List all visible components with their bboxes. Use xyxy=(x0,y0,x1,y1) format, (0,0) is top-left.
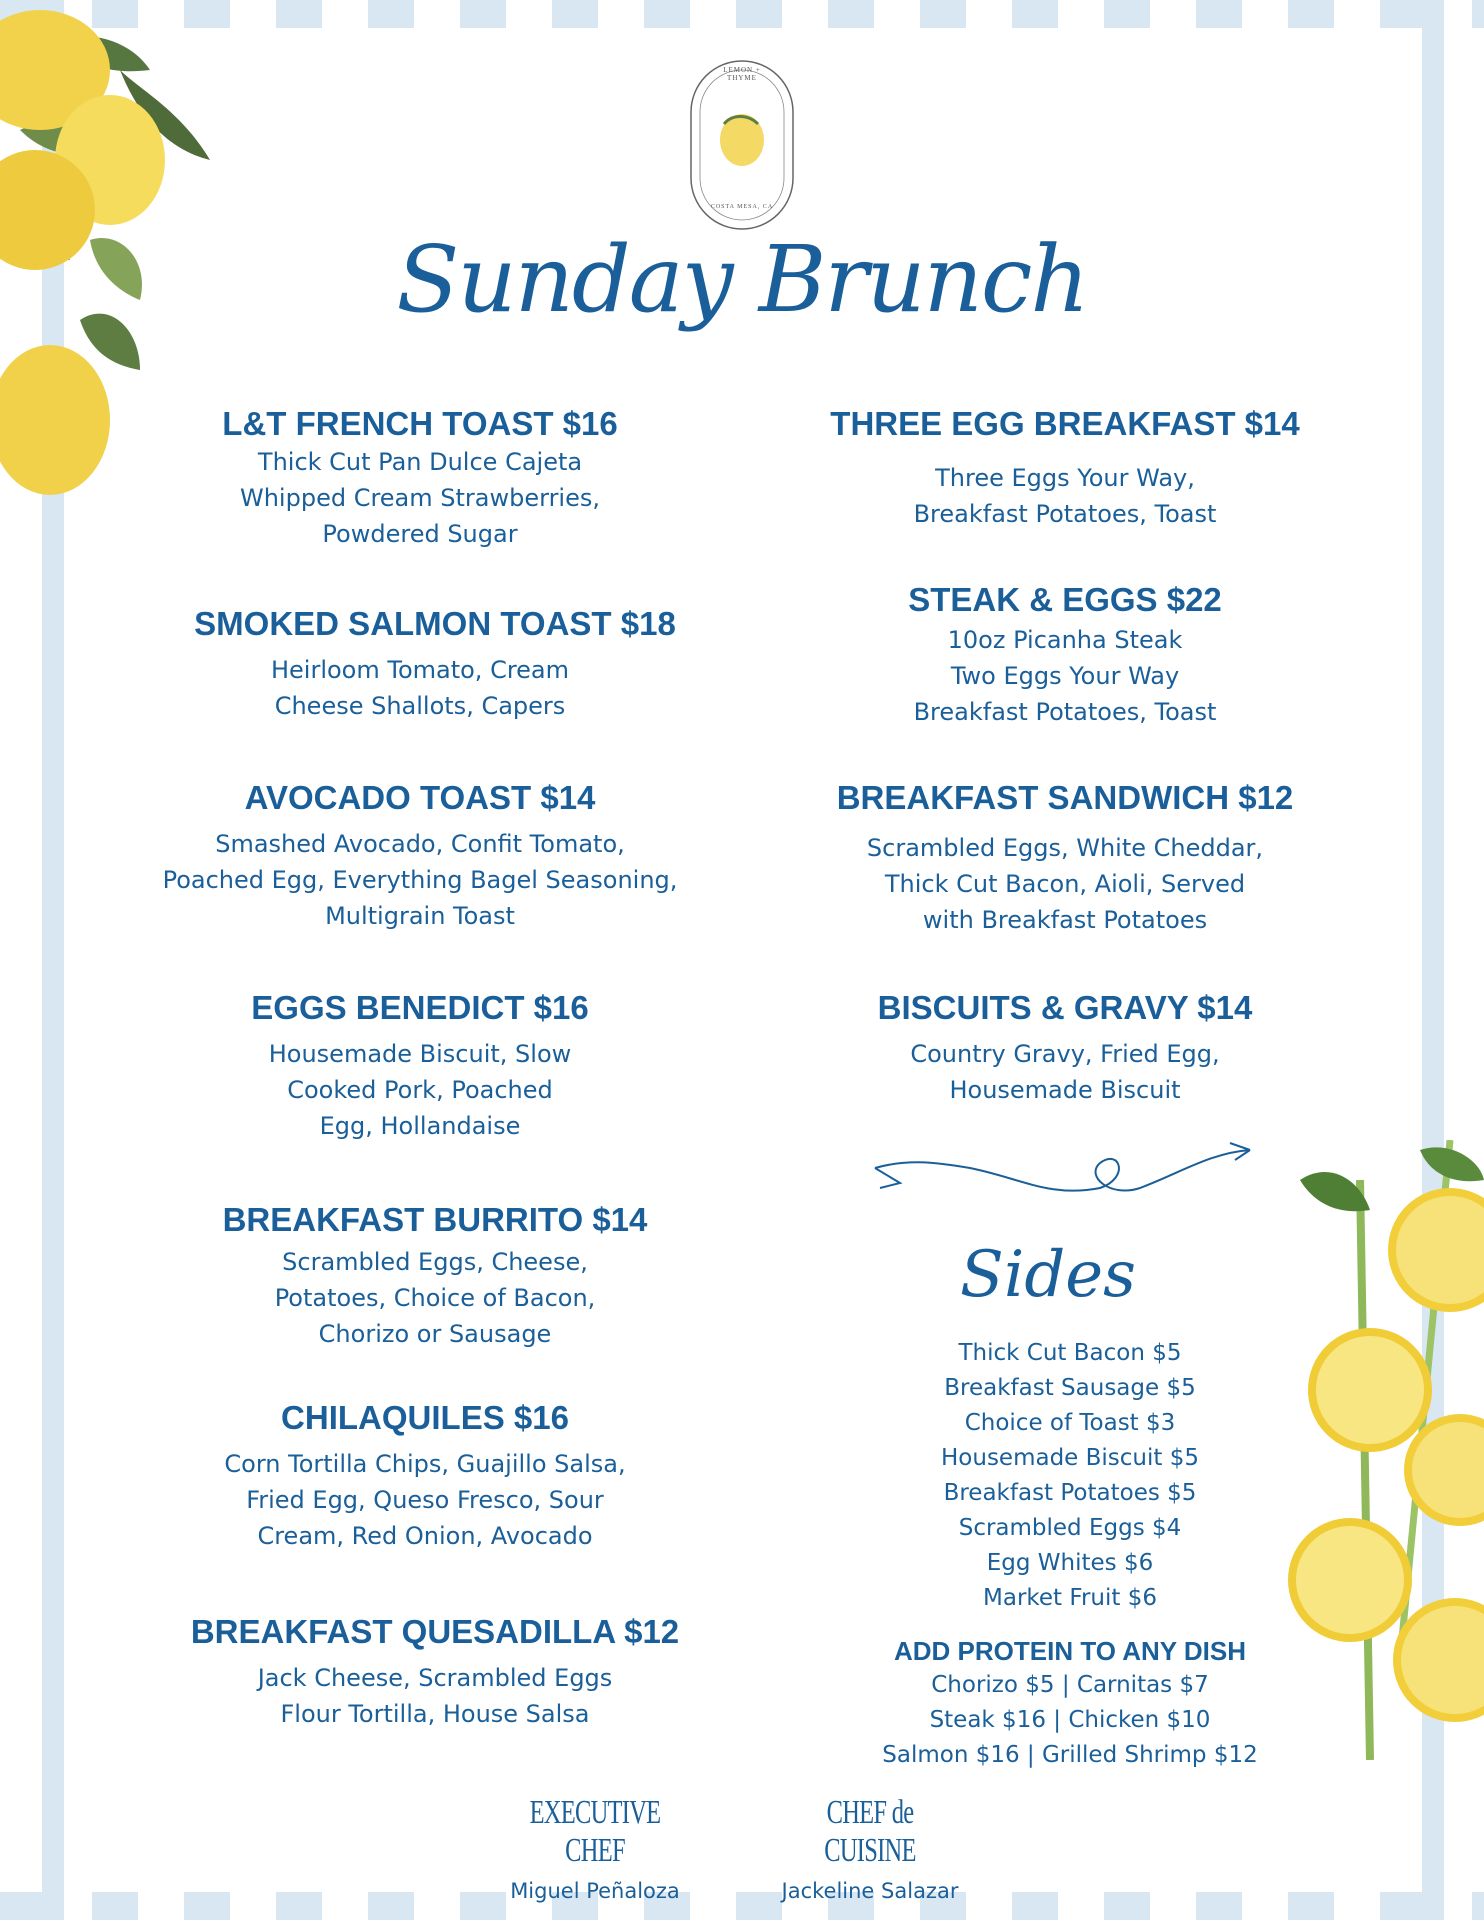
chef-role: EXECUTIVE CHEF xyxy=(529,1794,661,1869)
side-item: Thick Cut Bacon $5 xyxy=(958,1340,1182,1366)
add-protein-line: Steak $16 | Chicken $10 xyxy=(929,1707,1211,1733)
menu-item-description-line: Chorizo or Sausage xyxy=(318,1320,552,1348)
menu-item-description-line: Corn Tortilla Chips, Guajillo Salsa, xyxy=(224,1450,626,1478)
menu-item-description-line: 10oz Picanha Steak xyxy=(947,626,1183,654)
menu-item-description-line: Scrambled Eggs, Cheese, xyxy=(282,1248,588,1276)
menu-item-name: SMOKED SALMON TOAST $18 xyxy=(194,605,676,642)
menu-item-name: L&T FRENCH TOAST $16 xyxy=(222,405,618,442)
menu-title: Sunday Brunch xyxy=(396,226,1088,333)
menu-item xyxy=(800,580,1330,730)
menu-item-name: CHILAQUILES $16 xyxy=(281,1399,569,1436)
side-item: Breakfast Potatoes $5 xyxy=(943,1480,1197,1506)
menu-item-description-line: Potatoes, Choice of Bacon, xyxy=(274,1284,596,1312)
sides-list xyxy=(850,1336,1290,1616)
menu-item-description-line: with Breakfast Potatoes xyxy=(922,906,1208,934)
menu-item-name: BREAKFAST SANDWICH $12 xyxy=(836,779,1294,816)
bottom-stripe-border xyxy=(0,1892,1484,1920)
side-item: Scrambled Eggs $4 xyxy=(958,1515,1182,1541)
menu-item xyxy=(150,604,690,724)
menu-item-description-line: Poached Egg, Everything Bagel Seasoning, xyxy=(162,866,678,894)
menu-item-description-line: Housemade Biscuit, Slow xyxy=(268,1040,572,1068)
menu-item-description-line: Thick Cut Bacon, Aioli, Served xyxy=(884,870,1246,898)
menu-item xyxy=(150,778,690,934)
menu-item-name: BREAKFAST QUESADILLA $12 xyxy=(190,1613,680,1650)
menu-item-description-line: Whipped Cream Strawberries, xyxy=(239,484,600,512)
side-item: Egg Whites $6 xyxy=(986,1550,1154,1576)
menu-item xyxy=(800,778,1330,938)
menu-item-name: BISCUITS & GRAVY $14 xyxy=(877,989,1253,1026)
logo-text-top: LEMON + THYME xyxy=(723,66,761,82)
menu-item-description-line: Breakfast Potatoes, Toast xyxy=(913,698,1217,726)
side-item: Choice of Toast $3 xyxy=(964,1410,1176,1436)
add-protein-section xyxy=(850,1634,1290,1773)
menu-item-name: EGGS BENEDICT $16 xyxy=(251,989,589,1026)
chef-role: CHEF de CUISINE xyxy=(824,1794,916,1869)
menu-item-description-line: Fried Egg, Queso Fresco, Sour xyxy=(246,1486,604,1514)
menu-item xyxy=(150,988,690,1144)
top-stripe-border xyxy=(0,0,1484,28)
ribbon-divider-ornament xyxy=(870,1138,1260,1218)
add-protein-line: Salmon $16 | Grilled Shrimp $12 xyxy=(882,1742,1258,1768)
menu-item-description-line: Cream, Red Onion, Avocado xyxy=(257,1522,593,1550)
menu-item-description-line: Smashed Avocado, Confit Tomato, xyxy=(215,830,625,858)
sides-heading: Sides xyxy=(960,1238,1136,1312)
menu-item-description-line: Cheese Shallots, Capers xyxy=(274,692,566,720)
lemon-slices-bottom-right-illustration xyxy=(1280,1140,1484,1760)
menu-item-description-line: Powdered Sugar xyxy=(322,520,518,548)
side-item: Breakfast Sausage $5 xyxy=(944,1375,1196,1401)
menu-item-description-line: Housemade Biscuit xyxy=(949,1076,1181,1104)
chef-name: Miguel Peñaloza xyxy=(510,1879,680,1903)
menu-item xyxy=(150,1200,690,1352)
menu-item xyxy=(800,404,1330,532)
menu-item-description-line: Flour Tortilla, House Salsa xyxy=(280,1700,590,1728)
menu-item-description-line: Thick Cut Pan Dulce Cajeta xyxy=(257,448,583,476)
menu-item xyxy=(150,1612,690,1732)
menu-item-description-line: Heirloom Tomato, Cream xyxy=(270,656,570,684)
menu-item-description-line: Country Gravy, Fried Egg, xyxy=(910,1040,1220,1068)
menu-item-description-line: Multigrain Toast xyxy=(325,902,515,930)
menu-item-description-line: Three Eggs Your Way, xyxy=(935,464,1195,492)
chef-name: Jackeline Salazar xyxy=(781,1879,959,1903)
menu-item-description-line: Cooked Pork, Poached xyxy=(287,1076,553,1104)
menu-item-description-line: Jack Cheese, Scrambled Eggs xyxy=(257,1664,613,1692)
side-item: Market Fruit $6 xyxy=(983,1585,1157,1611)
menu-item-name: STEAK & EGGS $22 xyxy=(908,581,1222,618)
menu-item-description-line: Egg, Hollandaise xyxy=(319,1112,521,1140)
menu-item-description-line: Two Eggs Your Way xyxy=(950,662,1180,690)
menu-item-name: THREE EGG BREAKFAST $14 xyxy=(830,405,1300,442)
menu-item-name: BREAKFAST BURRITO $14 xyxy=(222,1201,648,1238)
menu-item-description-line: Breakfast Potatoes, Toast xyxy=(913,500,1217,528)
add-protein-heading: ADD PROTEIN TO ANY DISH xyxy=(893,1636,1246,1666)
logo-text-bottom: COSTA MESA, CA xyxy=(710,204,774,210)
add-protein-line: Chorizo $5 | Carnitas $7 xyxy=(931,1672,1209,1698)
executive-chef-credit xyxy=(470,1794,720,1906)
menu-item xyxy=(150,404,690,552)
menu-item xyxy=(800,988,1330,1108)
chef-de-cuisine-credit xyxy=(750,1794,990,1906)
menu-item xyxy=(150,1398,690,1554)
menu-item-name: AVOCADO TOAST $14 xyxy=(244,779,596,816)
side-item: Housemade Biscuit $5 xyxy=(941,1445,1199,1471)
menu-item-description-line: Scrambled Eggs, White Cheddar, xyxy=(866,834,1264,862)
